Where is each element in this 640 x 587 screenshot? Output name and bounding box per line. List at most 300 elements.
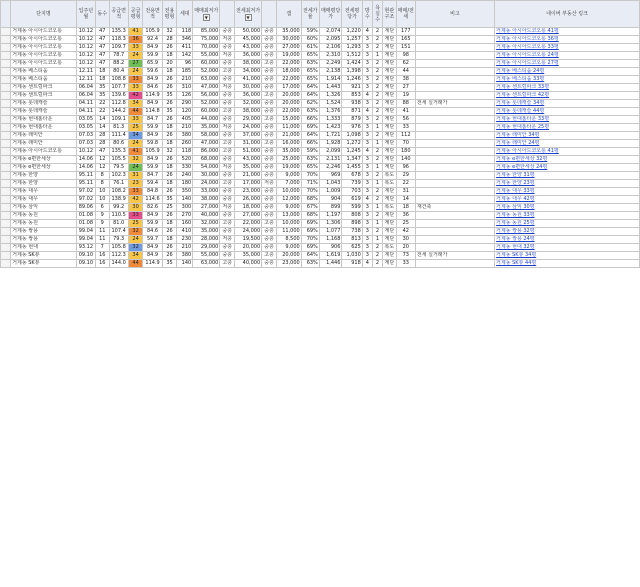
table-cell: 1,009 bbox=[319, 188, 342, 196]
table-cell: 3 bbox=[362, 188, 372, 196]
column-header[interactable] bbox=[220, 1, 235, 28]
table-cell: 84.7 bbox=[143, 172, 162, 180]
row-number bbox=[1, 28, 11, 36]
table-cell: 84.9 bbox=[143, 252, 162, 260]
supply-pyeong-cell: 24 bbox=[128, 236, 143, 244]
table-cell: 10.12 bbox=[76, 52, 95, 60]
table-cell: 18 bbox=[162, 140, 177, 148]
table-cell: 906 bbox=[319, 244, 342, 252]
table-cell: 38 bbox=[396, 76, 415, 84]
row-number bbox=[1, 100, 11, 108]
table-cell: 59.9 bbox=[143, 124, 162, 132]
complex-name-cell: 거제동 한양 bbox=[11, 172, 77, 180]
table-row[interactable] bbox=[1, 44, 640, 52]
table-cell: 69% bbox=[301, 220, 319, 228]
table-cell: 55,000 bbox=[193, 252, 220, 260]
row-number bbox=[1, 252, 11, 260]
row-number bbox=[1, 108, 11, 116]
table-cell: 67% bbox=[301, 204, 319, 212]
table-cell: 중층 bbox=[262, 68, 277, 76]
table-cell: 17,000 bbox=[235, 180, 262, 188]
table-cell: 고층 bbox=[262, 252, 277, 260]
table-cell: 32 bbox=[162, 28, 177, 36]
row-number bbox=[1, 212, 11, 220]
table-cell: 52,000 bbox=[193, 100, 220, 108]
naver-link[interactable]: 거제동 래미안 24평 bbox=[495, 140, 640, 148]
naver-link[interactable]: 거제동 베스티움 33평 bbox=[495, 76, 640, 84]
table-body bbox=[1, 28, 640, 268]
table-cell: 2 bbox=[372, 196, 382, 204]
table-cell: 107.4 bbox=[109, 228, 128, 236]
table-cell: 저층 bbox=[220, 236, 235, 244]
table-cell: 38,000 bbox=[193, 196, 220, 204]
table-row[interactable] bbox=[1, 252, 640, 260]
column-header[interactable]: 매매평당가 bbox=[319, 1, 342, 28]
table-cell: 22,000 bbox=[276, 108, 301, 116]
table-cell: 20 bbox=[162, 60, 177, 68]
column-header[interactable]: 동수 bbox=[95, 1, 109, 28]
table-cell: 24,000 bbox=[193, 180, 220, 188]
table-cell: 12,000 bbox=[276, 196, 301, 204]
table-cell: 35 bbox=[95, 84, 109, 92]
table-cell: 2 bbox=[372, 172, 382, 180]
table-row[interactable] bbox=[1, 196, 640, 204]
table-cell: 976 bbox=[342, 124, 362, 132]
naver-link[interactable]: 거제동 SK뷰 34평 bbox=[495, 252, 640, 260]
column-header[interactable]: 욕실수 bbox=[372, 1, 382, 28]
naver-link[interactable]: 거제동 롯데캐슬 44평 bbox=[495, 108, 640, 116]
table-cell: 126 bbox=[177, 92, 193, 100]
table-row[interactable] bbox=[1, 228, 640, 236]
table-cell: 1,272 bbox=[342, 140, 362, 148]
table-row[interactable] bbox=[1, 180, 640, 188]
header-row bbox=[1, 1, 640, 28]
table-cell: 계단 bbox=[384, 156, 395, 162]
table-row[interactable] bbox=[1, 220, 640, 228]
table-row[interactable] bbox=[1, 52, 640, 60]
complex-name-cell: 거제동 아시아드코오롱 bbox=[11, 60, 77, 68]
naver-link[interactable]: 거제동 아시아드코오롱 33평 bbox=[495, 44, 640, 52]
table-cell: 저층 bbox=[220, 204, 235, 212]
supply-pyeong-cell: 34 bbox=[128, 132, 143, 140]
table-row[interactable] bbox=[1, 156, 640, 164]
table-cell: 24,000 bbox=[235, 228, 262, 236]
table-cell: 계단 bbox=[384, 148, 395, 154]
naver-link[interactable]: 거제동 쌍용 24평 bbox=[495, 236, 640, 244]
table-cell: 계단 bbox=[384, 140, 395, 146]
table-cell: 26 bbox=[162, 188, 177, 196]
table-cell: 저층 bbox=[262, 180, 277, 188]
table-cell: 2 bbox=[372, 260, 382, 268]
table-row[interactable] bbox=[1, 212, 640, 220]
complex-name-cell: 거제동 한양 bbox=[11, 180, 77, 188]
note-cell bbox=[415, 52, 494, 60]
column-header[interactable]: 단지명 bbox=[11, 1, 77, 28]
table-cell: 3 bbox=[362, 220, 372, 228]
table-cell: 중층 bbox=[220, 188, 235, 196]
table-cell: 1,306 bbox=[319, 220, 342, 228]
table-row[interactable] bbox=[1, 36, 640, 44]
table-cell: 678 bbox=[342, 172, 362, 180]
table-cell: 185 bbox=[177, 68, 193, 76]
complex-name-cell: 거제동 롯데캐슬 bbox=[11, 100, 77, 108]
table-cell: 27,000 bbox=[235, 212, 262, 220]
table-cell: 3 bbox=[362, 44, 372, 52]
table-cell: 165 bbox=[396, 36, 415, 44]
table-cell: 14 bbox=[95, 124, 109, 132]
naver-link[interactable]: 거제동 대우 33평 bbox=[495, 188, 640, 196]
table-cell: 37,000 bbox=[235, 132, 262, 140]
table-cell: 계단 bbox=[384, 212, 395, 218]
row-number bbox=[1, 188, 11, 196]
table-cell: 120 bbox=[177, 108, 193, 116]
supply-pyeong-cell: 33 bbox=[128, 76, 143, 84]
table-cell: 계단 bbox=[384, 132, 395, 138]
table-cell: 03.05 bbox=[76, 124, 95, 132]
table-cell: 중층 bbox=[262, 132, 277, 140]
table-cell: 520 bbox=[177, 156, 193, 164]
table-cell: 03.05 bbox=[76, 116, 95, 124]
complex-name-cell: 거제동 래미안 bbox=[11, 132, 77, 140]
column-header[interactable] bbox=[262, 1, 277, 28]
note-cell bbox=[415, 140, 494, 148]
column-header[interactable]: 매매/전세 bbox=[396, 1, 415, 28]
naver-link[interactable]: 거제동 롯데캐슬 34평 bbox=[495, 100, 640, 108]
supply-pyeong-cell: 33 bbox=[128, 116, 143, 124]
note-cell bbox=[415, 156, 494, 164]
complex-name-cell: 거제동 롯데캐슬 bbox=[11, 108, 77, 116]
table-cell: 380 bbox=[177, 252, 193, 260]
table-row[interactable] bbox=[1, 236, 640, 244]
table-cell: 18 bbox=[162, 68, 177, 76]
table-cell: 40,000 bbox=[235, 260, 262, 268]
table-cell: 계단 bbox=[384, 52, 395, 58]
column-header[interactable]: 갭 bbox=[276, 1, 301, 28]
naver-link[interactable]: 거제동 아시아드코오롱 41평 bbox=[495, 28, 640, 36]
table-cell: 18 bbox=[396, 204, 415, 212]
column-header[interactable]: 네이버 부동산 링크 bbox=[495, 1, 640, 28]
column-header[interactable]: 입주년월 bbox=[76, 1, 95, 28]
table-row[interactable] bbox=[1, 28, 640, 36]
table-row[interactable] bbox=[1, 100, 640, 108]
table-cell: 114.9 bbox=[143, 260, 162, 268]
table-cell: 240 bbox=[177, 172, 193, 180]
note-cell bbox=[415, 28, 494, 36]
naver-link[interactable]: 거제동 e편한세상 32평 bbox=[495, 156, 640, 164]
table-cell: 84.9 bbox=[143, 132, 162, 140]
column-header[interactable]: 매매최저가▼ bbox=[193, 1, 220, 28]
table-cell: 저층 bbox=[220, 124, 235, 132]
table-cell: 17,000 bbox=[276, 84, 301, 92]
table-cell: 300 bbox=[177, 204, 193, 212]
table-cell: 84.7 bbox=[143, 116, 162, 124]
table-cell: 중층 bbox=[262, 76, 277, 84]
table-cell: 중층 bbox=[262, 236, 277, 244]
note-cell bbox=[415, 228, 494, 236]
table-cell: 29,000 bbox=[235, 116, 262, 124]
table-cell: 66% bbox=[301, 140, 319, 148]
complex-name-cell: 거제동 아시아드코오롱 bbox=[11, 52, 77, 60]
table-cell: 904 bbox=[319, 196, 342, 204]
table-cell: 56,000 bbox=[193, 92, 220, 100]
table-cell: 1,524 bbox=[319, 100, 342, 108]
table-cell: 70% bbox=[301, 236, 319, 244]
naver-link[interactable]: 거제동 현대 32평 bbox=[495, 244, 640, 252]
table-cell: 22,000 bbox=[276, 76, 301, 84]
table-row[interactable] bbox=[1, 164, 640, 172]
column-header[interactable]: 전세최저가▼ bbox=[235, 1, 262, 28]
table-cell: 2 bbox=[372, 76, 382, 84]
naver-link[interactable]: 거제동 현대홈타운 25평 bbox=[495, 124, 640, 132]
table-row[interactable] bbox=[1, 116, 640, 124]
table-cell: 599 bbox=[342, 204, 362, 212]
table-cell: 30,000 bbox=[193, 172, 220, 180]
table-cell: 계단 bbox=[384, 124, 395, 130]
table-row[interactable] bbox=[1, 204, 640, 212]
table-cell: 35,000 bbox=[235, 164, 262, 172]
naver-link[interactable]: 거제동 베스티움 24평 bbox=[495, 68, 640, 76]
naver-link[interactable]: 거제동 동원 33평 bbox=[495, 212, 640, 220]
table-cell: 중층 bbox=[262, 148, 277, 156]
naver-link[interactable]: 거제동 아시아드코오롱 36평 bbox=[495, 36, 640, 44]
table-cell: 938 bbox=[342, 100, 362, 108]
table-cell: 중층 bbox=[220, 252, 235, 260]
column-header[interactable]: 비고 bbox=[415, 1, 494, 28]
table-cell: 20,000 bbox=[276, 92, 301, 100]
table-cell: 105.5 bbox=[109, 156, 128, 164]
table-cell: 2 bbox=[372, 116, 382, 124]
column-header[interactable]: 전용평형 bbox=[162, 1, 177, 28]
table-cell: 54,000 bbox=[193, 164, 220, 172]
table-cell: 619 bbox=[342, 196, 362, 204]
table-cell: 고층 bbox=[220, 68, 235, 76]
table-cell: 20 bbox=[396, 244, 415, 252]
note-cell bbox=[415, 68, 494, 76]
column-header[interactable]: 현관구조 bbox=[383, 1, 397, 28]
table-cell: 중층 bbox=[262, 28, 277, 36]
table-cell: 1,914 bbox=[319, 76, 342, 84]
naver-link[interactable]: 거제동 현대홈타운 33평 bbox=[495, 116, 640, 124]
table-cell: 118 bbox=[177, 28, 193, 36]
table-cell: 813 bbox=[342, 236, 362, 244]
table-cell: 34,000 bbox=[235, 68, 262, 76]
table-cell: 3 bbox=[362, 228, 372, 236]
table-cell: 68% bbox=[301, 196, 319, 204]
table-cell: 138.9 bbox=[109, 196, 128, 204]
table-cell: 3 bbox=[362, 204, 372, 212]
naver-link[interactable]: 거제동 아시아드코오롱 24평 bbox=[495, 52, 640, 60]
table-cell: 21,000 bbox=[235, 172, 262, 180]
table-cell: 63,000 bbox=[193, 260, 220, 268]
table-row[interactable] bbox=[1, 68, 640, 76]
table-cell: 405 bbox=[177, 116, 193, 124]
table-cell: 2 bbox=[372, 36, 382, 44]
complex-name-cell: 거제동 쌍용 bbox=[11, 228, 77, 236]
table-cell: 4 bbox=[362, 148, 372, 156]
table-row[interactable] bbox=[1, 60, 640, 68]
column-header[interactable] bbox=[1, 1, 11, 28]
table-row[interactable] bbox=[1, 92, 640, 100]
table-cell: 330 bbox=[177, 164, 193, 172]
table-cell: 60% bbox=[301, 36, 319, 44]
table-row[interactable] bbox=[1, 76, 640, 84]
complex-name-cell: 거제동 현대 bbox=[11, 244, 77, 252]
supply-pyeong-cell: 33 bbox=[128, 212, 143, 220]
column-header[interactable]: 전용면적 bbox=[143, 1, 162, 28]
table-cell: 41,000 bbox=[235, 76, 262, 84]
supply-pyeong-cell: 33 bbox=[128, 84, 143, 92]
table-cell: 26 bbox=[162, 212, 177, 220]
note-cell bbox=[415, 212, 494, 220]
naver-link[interactable]: 거제동 한양 31평 bbox=[495, 172, 640, 180]
table-row[interactable] bbox=[1, 148, 640, 156]
table-cell: 4 bbox=[362, 196, 372, 204]
table-cell: 1,197 bbox=[319, 212, 342, 220]
filter-dropdown-icon[interactable]: ▼ bbox=[204, 14, 208, 20]
table-cell: 59.9 bbox=[143, 164, 162, 172]
note-cell bbox=[415, 132, 494, 140]
table-cell: 중층 bbox=[262, 164, 277, 172]
table-cell: 112 bbox=[396, 132, 415, 140]
table-cell: 10.12 bbox=[76, 28, 95, 36]
table-cell: 47 bbox=[95, 52, 109, 60]
table-cell: 47 bbox=[95, 60, 109, 68]
table-cell: 계단 bbox=[384, 252, 395, 258]
complex-name-cell: 거제동 아시아드코오롱 bbox=[11, 36, 77, 44]
table-cell: 26 bbox=[162, 172, 177, 180]
supply-pyeong-cell: 32 bbox=[128, 228, 143, 236]
naver-link[interactable]: 거제동 SK뷰 44평 bbox=[495, 260, 640, 268]
table-cell: 9 bbox=[95, 220, 109, 228]
row-number bbox=[1, 236, 11, 244]
naver-link[interactable]: 거제동 대우 42평 bbox=[495, 196, 640, 204]
table-cell: 중층 bbox=[220, 44, 235, 52]
table-cell: 1,098 bbox=[342, 132, 362, 140]
table-row[interactable] bbox=[1, 260, 640, 268]
table-cell: 22,000 bbox=[276, 60, 301, 68]
table-cell: 1 bbox=[372, 220, 382, 228]
table-cell: 복도 bbox=[384, 204, 395, 210]
row-number bbox=[1, 76, 11, 84]
table-row[interactable] bbox=[1, 132, 640, 140]
table-cell: 2 bbox=[372, 84, 382, 92]
table-row[interactable] bbox=[1, 140, 640, 148]
table-cell: 31,000 bbox=[235, 140, 262, 148]
table-cell: 70 bbox=[396, 140, 415, 148]
row-number bbox=[1, 260, 11, 268]
table-cell: 중층 bbox=[262, 44, 277, 52]
table-cell: 1,257 bbox=[342, 36, 362, 44]
table-cell: 복도 bbox=[384, 244, 395, 250]
table-cell: 380 bbox=[177, 132, 193, 140]
table-row[interactable] bbox=[1, 244, 640, 252]
table-row[interactable] bbox=[1, 172, 640, 180]
table-cell: 2,138 bbox=[319, 68, 342, 76]
note-cell bbox=[415, 76, 494, 84]
table-cell: 95.11 bbox=[76, 180, 95, 188]
table-cell: 중층 bbox=[262, 172, 277, 180]
table-cell: 중층 bbox=[262, 100, 277, 108]
column-header[interactable]: 전세가율 bbox=[301, 1, 319, 28]
table-cell: 65% bbox=[301, 164, 319, 172]
table-cell: 3 bbox=[362, 140, 372, 148]
table-cell: 중층 bbox=[220, 116, 235, 124]
table-cell: 계단 bbox=[384, 28, 395, 34]
table-cell: 62% bbox=[301, 100, 319, 108]
table-cell: 105.8 bbox=[109, 244, 128, 252]
naver-link[interactable]: 거제동 래미안 34평 bbox=[495, 132, 640, 140]
naver-link[interactable]: 거제동 쌍용 32평 bbox=[495, 228, 640, 236]
table-cell: 110.5 bbox=[109, 212, 128, 220]
table-cell: 저층 bbox=[220, 52, 235, 60]
table-cell: 계단 bbox=[384, 260, 395, 266]
table-cell: 140 bbox=[396, 156, 415, 164]
table-cell: 18 bbox=[162, 52, 177, 60]
table-row[interactable] bbox=[1, 108, 640, 116]
table-cell: 35,000 bbox=[193, 228, 220, 236]
table-cell: 11 bbox=[95, 228, 109, 236]
table-cell: 2,246 bbox=[319, 164, 342, 172]
table-cell: 3 bbox=[362, 52, 372, 60]
naver-link[interactable]: 거제동 동원 25평 bbox=[495, 220, 640, 228]
table-cell: 180 bbox=[396, 148, 415, 156]
table-cell: 64% bbox=[301, 84, 319, 92]
column-header[interactable]: 세대 bbox=[177, 1, 193, 28]
complex-name-cell: 거제동 동원 bbox=[11, 220, 77, 228]
column-header[interactable]: 공급면적 bbox=[109, 1, 128, 28]
complex-name-cell: 거제동 베스티움 bbox=[11, 68, 77, 76]
table-cell: 18,000 bbox=[235, 204, 262, 212]
table-cell: 10,000 bbox=[276, 220, 301, 228]
table-cell: 10 bbox=[95, 196, 109, 204]
naver-link[interactable]: 거제동 센트럴파크 33평 bbox=[495, 84, 640, 92]
table-cell: 1,376 bbox=[319, 108, 342, 116]
filter-dropdown-icon[interactable]: ▼ bbox=[246, 14, 250, 20]
table-row[interactable] bbox=[1, 124, 640, 132]
table-cell: 1,293 bbox=[342, 44, 362, 52]
naver-link[interactable]: 거제동 센트럴파크 42평 bbox=[495, 92, 640, 100]
naver-link[interactable]: 거제동 아시아드코오롱 41평 bbox=[495, 148, 640, 156]
supply-pyeong-cell: 27 bbox=[128, 60, 143, 68]
column-header[interactable]: 방수 bbox=[362, 1, 372, 28]
table-row[interactable] bbox=[1, 84, 640, 92]
table-cell: 1,446 bbox=[319, 260, 342, 268]
table-cell: 61% bbox=[301, 44, 319, 52]
table-cell: 41 bbox=[396, 108, 415, 116]
table-cell: 2 bbox=[372, 212, 382, 220]
table-row[interactable] bbox=[1, 188, 640, 196]
table-cell: 9,000 bbox=[276, 204, 301, 212]
table-cell: 3 bbox=[362, 68, 372, 76]
naver-link[interactable]: 거제동 e편한세상 24평 bbox=[495, 164, 640, 172]
column-header[interactable]: 공급평형 bbox=[128, 1, 143, 28]
table-cell: 210 bbox=[177, 76, 193, 84]
table-cell: 75,000 bbox=[193, 36, 220, 44]
naver-link[interactable]: 거제동 한양 23평 bbox=[495, 180, 640, 188]
table-cell: 계단 bbox=[384, 92, 395, 98]
column-header[interactable]: 전세평당가 bbox=[342, 1, 362, 28]
table-cell: 47 bbox=[95, 148, 109, 156]
table-cell: 중층 bbox=[220, 60, 235, 68]
table-cell: 복도 bbox=[384, 180, 395, 186]
table-cell: 3 bbox=[362, 212, 372, 220]
naver-link[interactable]: 거제동 아시아드코오롱 27평 bbox=[495, 60, 640, 68]
table-cell: 59% bbox=[301, 28, 319, 36]
row-number bbox=[1, 180, 11, 188]
table-cell: 3 bbox=[362, 116, 372, 124]
naver-link[interactable]: 거제동 삼익 30평 bbox=[495, 204, 640, 212]
table-cell: 계단 bbox=[384, 108, 395, 114]
